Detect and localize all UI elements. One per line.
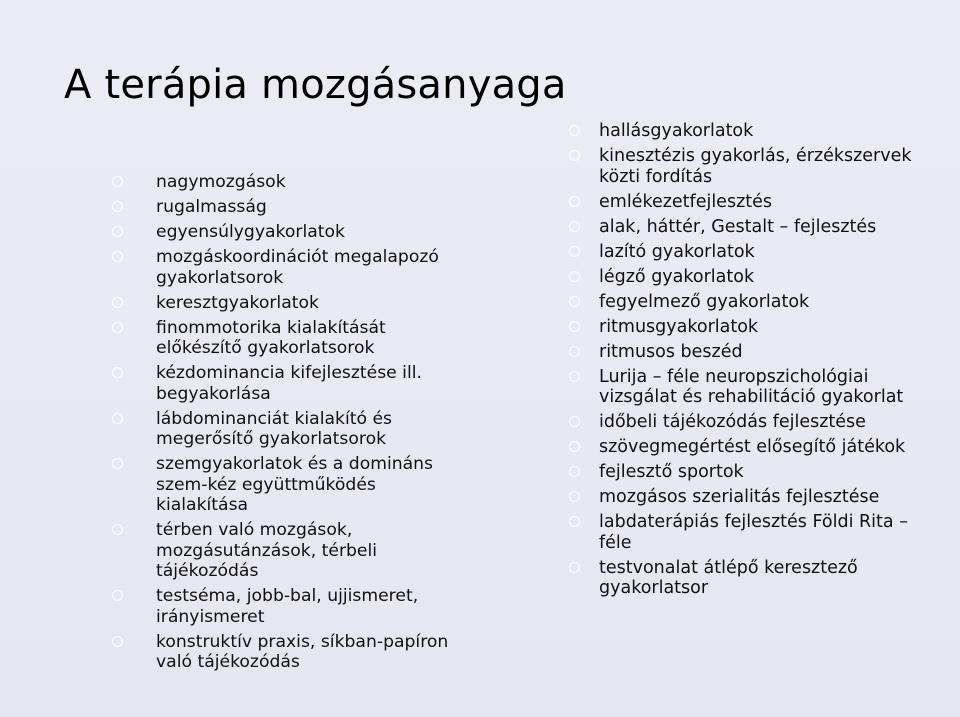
list-item-text: fejlesztő sportok [599, 462, 744, 482]
list-item [565, 146, 945, 187]
hollow-circle-bullet-icon [112, 524, 123, 535]
list-item-text: légző gyakorlatok [599, 266, 755, 287]
hollow-circle-bullet-icon [569, 150, 580, 161]
list-item-text: konstruktív praxis, síkban-papíron való tájékozódás [156, 631, 449, 672]
hollow-circle-bullet-icon [112, 226, 123, 237]
list-item-text: mozgásos szerialitás fejlesztése [599, 487, 880, 507]
list-item-text: térben való mozgások, mozgásutánzások, térbeli tájékozódás [156, 520, 378, 581]
hollow-circle-bullet-icon [569, 416, 580, 427]
list-item-text: szemgyakorlatok és a domináns szem-kéz együttműködés kialakítása [156, 454, 434, 515]
list-item [565, 412, 945, 433]
list-item [112, 586, 472, 627]
list-item [565, 487, 945, 508]
list-item [112, 632, 472, 673]
list-item [565, 317, 945, 338]
list-item [565, 558, 945, 599]
list-item-text: kézdominancia kifejlesztése ill. begyakorlása [156, 363, 422, 404]
list-item-text: mozgáskoordinációt megalapozó gyakorlatsorok [156, 247, 439, 288]
list-item-text: alak, háttér, Gestalt – fejlesztés [599, 216, 877, 237]
list-item-text: keresztgyakorlatok [156, 292, 319, 313]
hollow-circle-bullet-icon [569, 562, 580, 573]
list-item [565, 217, 945, 238]
hollow-circle-bullet-icon [112, 251, 123, 262]
hollow-circle-bullet-icon [112, 636, 123, 647]
hollow-circle-bullet-icon [112, 176, 123, 187]
list-item [565, 242, 945, 263]
list-item-text: szövegmegértést elősegítő játékok [599, 437, 906, 457]
list-item [112, 293, 472, 314]
list-item-text: fegyelmező gyakorlatok [599, 291, 810, 312]
list-item-text: lazító gyakorlatok [599, 241, 755, 262]
list-item [565, 342, 945, 363]
list-item-text: lábdominanciát kialakító és megerősítő gyakorlatsorok [156, 408, 392, 449]
list-item [565, 512, 945, 553]
list-item [112, 222, 472, 243]
list-item [112, 520, 472, 582]
hollow-circle-bullet-icon [569, 441, 580, 452]
hollow-circle-bullet-icon [569, 516, 580, 527]
list-item-text: finommotorika kialakítását előkészítő gyakorlatsorok [156, 317, 386, 358]
list-item [112, 172, 472, 193]
list-item [112, 318, 472, 359]
left-bullet-list [112, 172, 472, 677]
list-item-text: nagymozgások [156, 172, 286, 192]
list-item [565, 267, 945, 288]
list-item-text: időbeli tájékozódás fejlesztése [599, 412, 866, 432]
list-item [565, 437, 945, 458]
list-item-text: testvonalat átlépő keresztező gyakorlatsor [599, 557, 858, 598]
hollow-circle-bullet-icon [569, 491, 580, 502]
list-item-text: labdaterápiás fejlesztés Földi Rita – féle [599, 512, 908, 553]
list-item [565, 121, 945, 142]
list-item-text: kinesztézis gyakorlás, érzékszervek közti fordítás [599, 146, 912, 187]
hollow-circle-bullet-icon [569, 346, 580, 357]
hollow-circle-bullet-icon [569, 125, 580, 136]
list-item [112, 247, 472, 288]
list-item [112, 363, 472, 404]
hollow-circle-bullet-icon [569, 296, 580, 307]
list-item-text: ritmusgyakorlatok [599, 316, 759, 337]
hollow-circle-bullet-icon [569, 371, 580, 382]
list-item-text: rugalmasság [156, 197, 267, 217]
list-item [565, 462, 945, 483]
right-bullet-list [565, 121, 945, 603]
slide-title: A terápia mozgásanyaga [64, 62, 567, 108]
list-item-text: hallásgyakorlatok [599, 121, 754, 141]
hollow-circle-bullet-icon [112, 201, 123, 212]
list-item [112, 197, 472, 218]
list-item-text: emlékezetfejlesztés [599, 191, 773, 212]
list-item-text: egyensúlygyakorlatok [156, 222, 345, 242]
hollow-circle-bullet-icon [112, 297, 123, 308]
list-item [565, 367, 945, 408]
hollow-circle-bullet-icon [569, 466, 580, 477]
hollow-circle-bullet-icon [569, 196, 580, 207]
list-item [565, 192, 945, 213]
list-item [112, 409, 472, 450]
list-item-text: ritmusos beszéd [599, 341, 743, 362]
list-item [112, 454, 472, 516]
hollow-circle-bullet-icon [569, 321, 580, 332]
hollow-circle-bullet-icon [112, 322, 123, 333]
hollow-circle-bullet-icon [569, 221, 580, 232]
list-item-text: testséma, jobb-bal, ujjismeret, irányismeret [156, 586, 419, 627]
hollow-circle-bullet-icon [569, 271, 580, 282]
list-item-text: Lurija – féle neuropszichológiai vizsgálat és rehabilitáció gyakorlat [599, 366, 904, 407]
hollow-circle-bullet-icon [112, 590, 123, 601]
hollow-circle-bullet-icon [112, 458, 123, 469]
hollow-circle-bullet-icon [569, 246, 580, 257]
list-item [565, 292, 945, 313]
hollow-circle-bullet-icon [112, 367, 123, 378]
hollow-circle-bullet-icon [112, 413, 123, 424]
